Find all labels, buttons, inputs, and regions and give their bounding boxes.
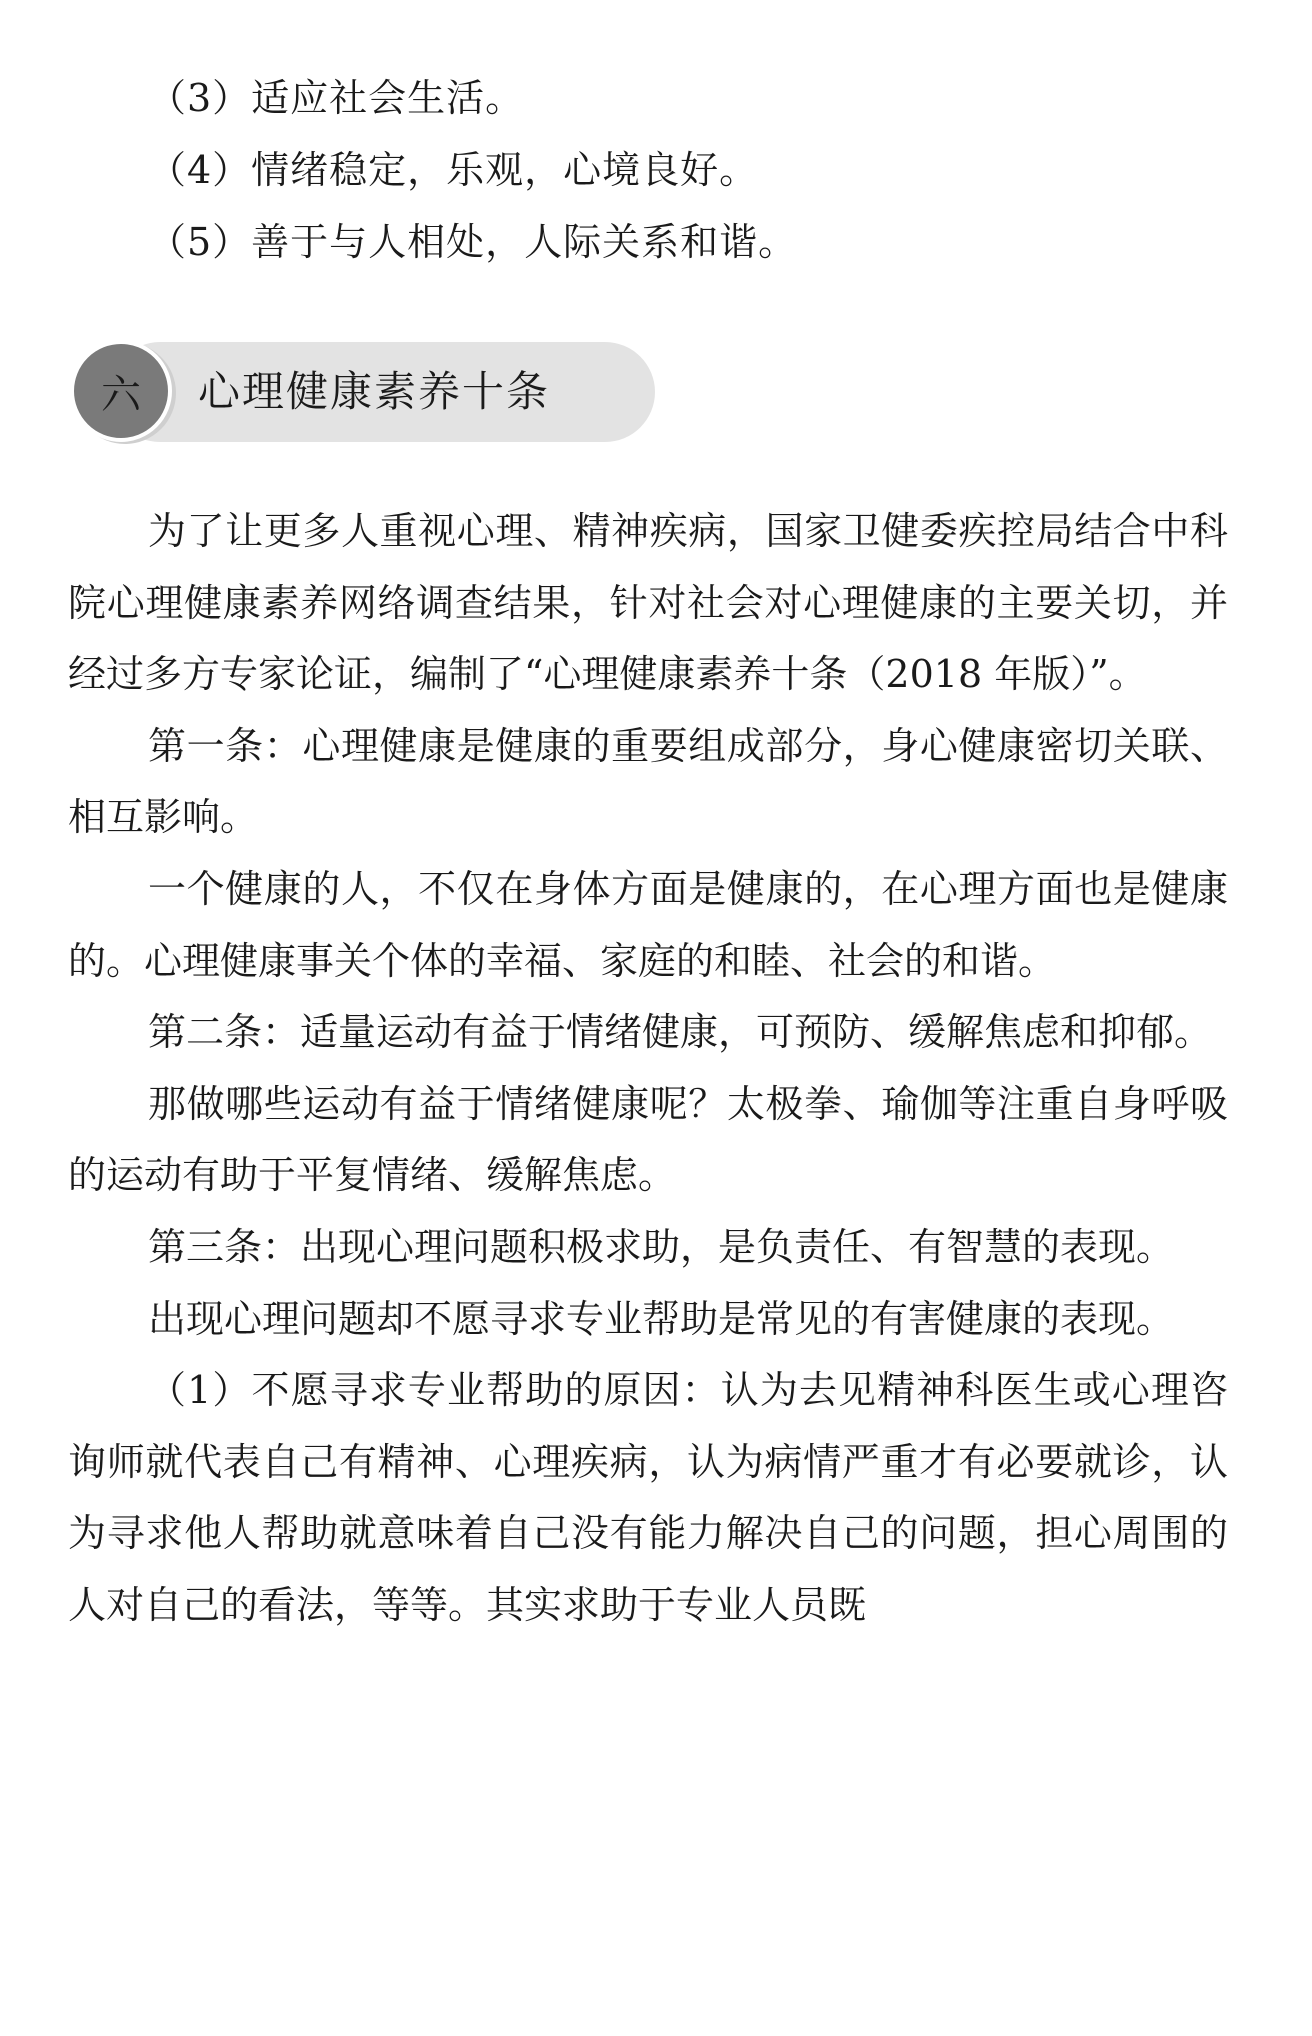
body-text <box>68 496 1228 1642</box>
list-item-5: （5）善于与人相处，人际关系和谐。 <box>148 220 798 264</box>
paragraph-article-1-explanation: 一个健康的人，不仅在身体方面是健康的，在心理方面也是健康的。心理健康事关个体的幸福、家庭的和睦、社会的和谐。 <box>68 866 1228 983</box>
paragraph-article-3-explanation: 出现心理问题却不愿寻求专业帮助是常见的有害健康的表现。 <box>148 1296 1175 1341</box>
section-header <box>70 340 655 444</box>
paragraph-article-3: 第三条：出现心理问题积极求助，是负责任、有智慧的表现。 <box>148 1224 1175 1269</box>
list-item-3: （3）适应社会生活。 <box>148 76 525 120</box>
section-number-badge: 六 <box>70 340 172 442</box>
paragraph-intro: 为了让更多人重视心理、精神疾病，国家卫健委疾控局结合中科院心理健康素养网络调查结果，针对社会对心理健康的主要关切，并经过多方专家论证，编制了“心理健康素养十条（2018 年版）”。 <box>68 509 1228 697</box>
paragraph-article-2-explanation: 那做哪些运动有益于情绪健康呢？太极拳、瑜伽等注重自身呼吸的运动有助于平复情绪、缓解焦虑。 <box>68 1081 1228 1198</box>
paragraph-article-1: 第一条：心理健康是健康的重要组成部分，身心健康密切关联、相互影响。 <box>68 723 1228 840</box>
list-item-4: （4）情绪稳定，乐观，心境良好。 <box>148 148 759 192</box>
section-title: 心理健康素养十条 <box>198 367 551 416</box>
paragraph-article-2: 第二条：适量运动有益于情绪健康，可预防、缓解焦虑和抑郁。 <box>148 1010 1213 1055</box>
paragraph-reasons: （1）不愿寻求专业帮助的原因：认为去见精神科医生或心理咨询师就代表自己有精神、心理疾病，认为病情严重才有必要就诊，认为寻求他人帮助就意味着自己没有能力解决自己的问题，担心周围的人对自己的看法，等等。其实求助于专业人员既 <box>68 1368 1228 1627</box>
